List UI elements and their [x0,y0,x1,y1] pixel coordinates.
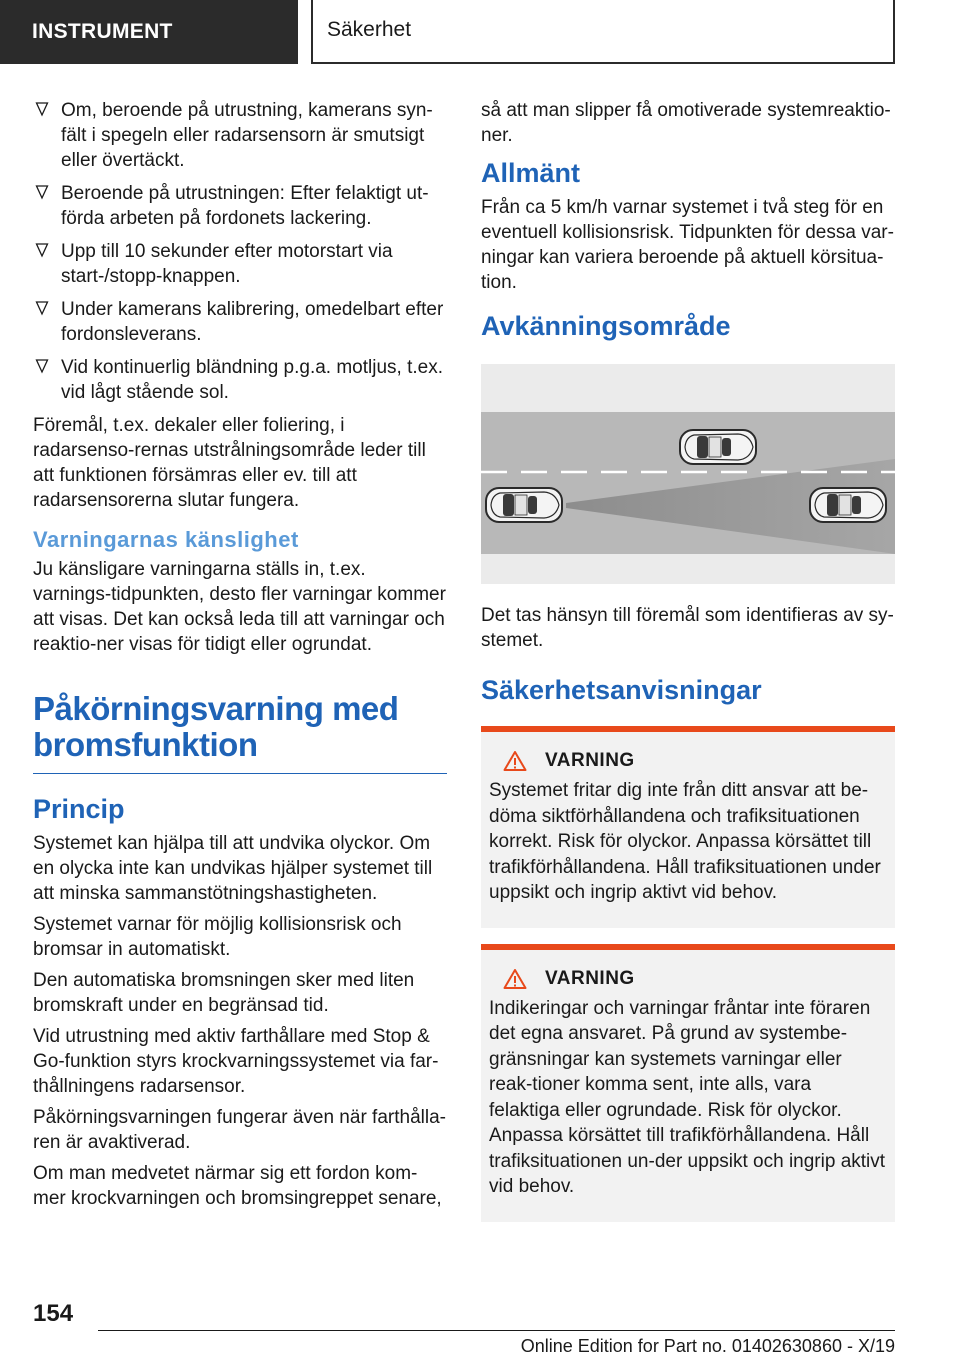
detection-area-heading: Avkänningsområde [481,311,731,341]
warning-triangle-icon [503,750,527,772]
page-header [0,0,960,66]
vehicle-ahead [810,488,886,522]
warning-title-row [489,750,887,772]
body-paragraph: Från ca 5 km/h varnar systemet i två steg för en eventuell kollisionsrisk. Tidpunkten för dessa var-ningar kan variera beroende på aktuell körsitua-tion. [481,197,894,293]
warning-text: Systemet fritar dig inte från ditt ansvar att be-döma siktförhållandena och trafiksituationen korrekt. Risk för olyckor. Anpassa körsättet till trafikförhållandena. Håll trafiksituationen under uppsikt och ingrip aktivt vid behov. [489,780,881,903]
right-column [481,98,895,1222]
header-chapter-label: Säkerhet [311,0,895,64]
list-item [33,181,447,231]
list-item [33,297,447,347]
warning-box [481,726,895,928]
safety-heading: Säkerhetsanvisningar [481,675,762,705]
body-paragraph: Ju känsligare varningarna ställs in, t.ex. varnings-tidpunkten, desto fler varningar kommer att visas. Det kan också leda till att varningar och reaktio-ner visas för tidigt eller ogrundat. [33,559,446,655]
section-divider [33,773,447,774]
detection-area-illustration [481,364,895,584]
page-number: 154 [33,1300,74,1327]
triangle-bullet-icon [35,101,49,117]
body-paragraph: Föremål, t.ex. dekaler eller foliering, i radarsenso-rernas utstrålningsområde leder till att funktionen försämras eller ev. till att radarsensorerna slutar fungera. [33,415,426,511]
condition-list [33,98,447,405]
list-item-text: Upp till 10 sekunder efter motorstart via start-/stopp-knappen. [61,241,393,287]
page-footer [0,1300,960,1362]
body-paragraph: Vid utrustning med aktiv farthållare med Stop & Go-funktion styrs krockvarningssystemet via far-thållningens radarsensor. [33,1026,439,1097]
triangle-bullet-icon [35,358,49,374]
list-item-text: Under kamerans kalibrering, omedelbart efter fordonsleverans. [61,299,444,345]
warning-title: VARNING [545,967,635,989]
list-item [33,239,447,289]
list-item [33,98,447,173]
body-paragraph: Systemet kan hjälpa till att undvika olyckor. Om en olycka inte kan undvikas hjälper systemet till att minska sammanstötningshastigheten. [33,833,433,904]
warning-triangle-icon [503,968,527,990]
triangle-bullet-icon [35,184,49,200]
figure-caption: Det tas hänsyn till föremål som identifieras av sy-stemet. [481,605,894,651]
list-item-text: Om, beroende på utrustning, kamerans syn-fält i spegeln eller radarsensorn är smutsigt eller övertäckt. [61,100,433,171]
warning-title-row [489,968,887,990]
edition-label: Online Edition for Part no. 01402630860 - X/19 [520,1336,895,1356]
warning-box [481,944,895,1222]
body-paragraph: Om man medvetet närmar sig ett fordon kom-mer krockvarningen och bromsingreppet senare, [33,1163,442,1209]
footer-divider [98,1330,895,1331]
principle-heading: Princip [33,794,125,824]
body-paragraph: så att man slipper få omotiverade systemreaktio-ner. [481,100,891,146]
triangle-bullet-icon [35,300,49,316]
left-column [33,98,447,1217]
section-title: Påkörningsvarning med bromsfunktion [33,690,399,763]
header-section-label: INSTRUMENT [0,0,298,64]
list-item [33,355,447,405]
vehicle-adjacent-lane [680,430,756,464]
sensitivity-heading: Varningarnas känslighet [33,527,299,552]
warning-text: Indikeringar och varningar fråntar inte föraren det egna ansvaret. På grund av systembe-gränsningar kan systemets varningar eller reak-tioner komma sent, inte alls, vara felaktiga eller ogrundade. Risk för olyckor. Anpassa körsättet till trafikförhållandena. Håll trafiksituationen un-der uppsikt och ingrip aktivt vid behov. [489,997,886,1197]
body-paragraph: Systemet varnar för möjlig kollisionsrisk och bromsar in automatiskt. [33,914,402,960]
own-vehicle [486,488,562,522]
warning-title: VARNING [545,750,635,771]
list-item-text: Vid kontinuerlig bländning p.g.a. motljus, t.ex. vid lågt stående sol. [61,357,443,403]
general-heading: Allmänt [481,158,581,188]
body-paragraph: Påkörningsvarningen fungerar även när farthålla-ren är avaktiverad. [33,1107,446,1153]
list-item-text: Beroende på utrustningen: Efter felaktigt ut-förda arbeten på fordonets lackering. [61,183,429,229]
body-paragraph: Den automatiska bromsningen sker med liten bromskraft under en begränsad tid. [33,970,415,1016]
triangle-bullet-icon [35,242,49,258]
